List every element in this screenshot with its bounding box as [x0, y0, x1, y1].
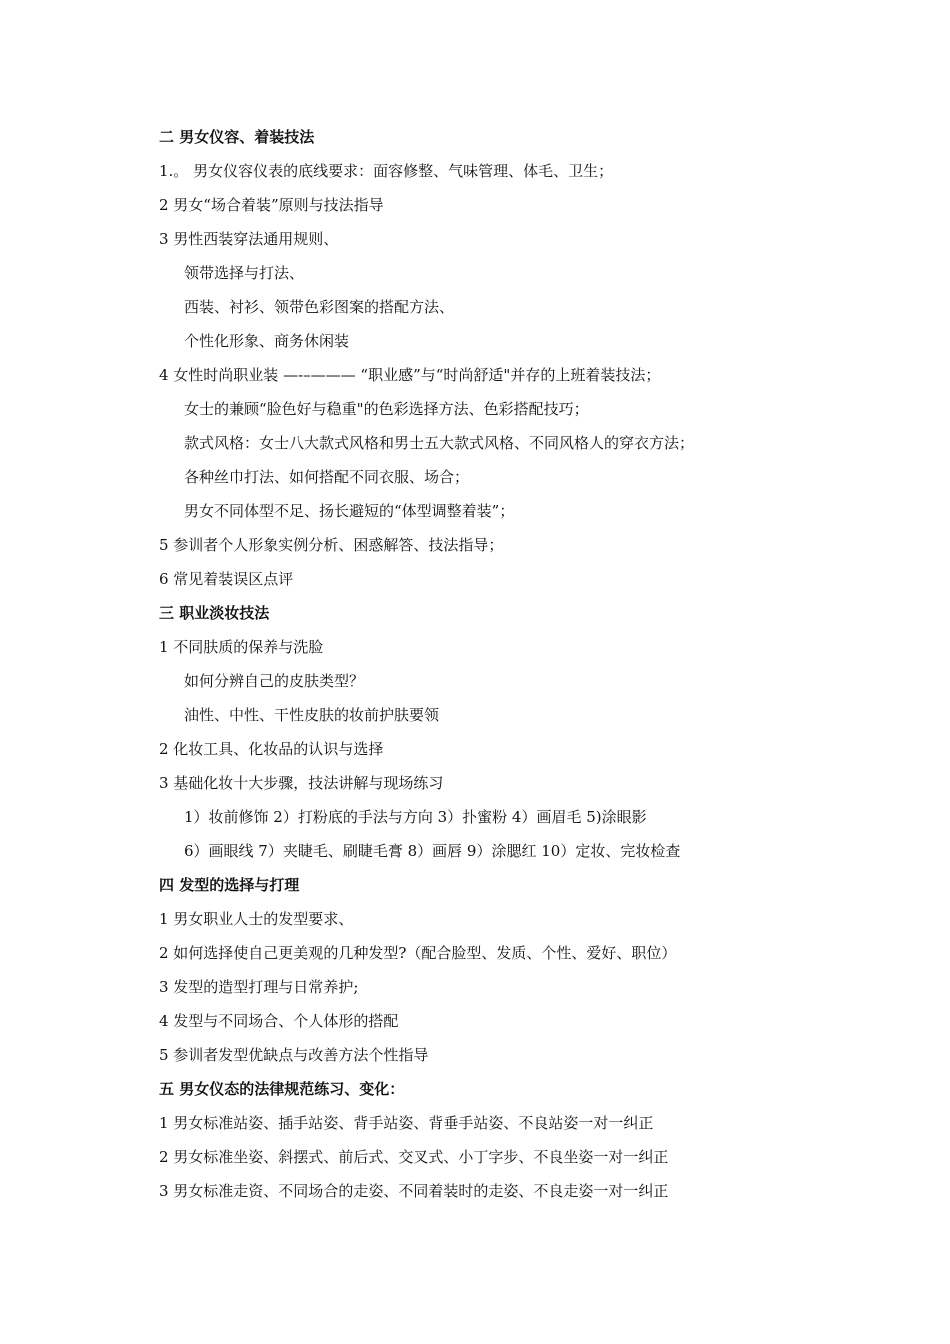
document-body — [159, 125, 819, 1213]
text-line: 1 男女标准站姿、插手站姿、背手站姿、背垂手站姿、不良站姿一对一纠正 — [159, 1114, 654, 1132]
text-line: 4 发型与不同场合、个人体形的搭配 — [159, 1012, 399, 1030]
text-line: 1 男女职业人士的发型要求、 — [159, 910, 354, 928]
section-heading: 四 发型的选择与打理 — [159, 876, 300, 894]
text-line: 西装、衬衫、领带色彩图案的搭配方法、 — [184, 298, 455, 316]
text-line: 4 女性时尚职业装 —-–——— “职业感”与“时尚舒适"并存的上班着装技法； — [159, 366, 661, 384]
text-line: 个性化形象、商务休闲装 — [184, 332, 350, 350]
text-line: 如何分辨自己的皮肤类型？ — [184, 672, 365, 690]
text-line: 领带选择与打法、 — [184, 264, 305, 282]
text-line: 2 如何选择使自己更美观的几种发型?（配合脸型、发质、个性、爱好、职位） — [159, 944, 677, 962]
text-line: 2 化妆工具、化妆品的认识与选择 — [159, 740, 384, 758]
text-line: 3 男女标准走资、不同场合的走姿、不同着装时的走姿、不良走姿一对一纠正 — [159, 1182, 669, 1200]
text-line: 油性、中性、干性皮肤的妆前护肤要领 — [184, 706, 440, 724]
section-heading: 三 职业淡妆技法 — [159, 604, 270, 622]
text-line: 女士的兼顾“脸色好与稳重"的色彩选择方法、色彩搭配技巧； — [184, 400, 589, 418]
text-line: 1.。 男女仪容仪表的底线要求：面容修整、气味管理、体毛、卫生； — [159, 162, 614, 180]
text-line: 3 基础化妆十大步骤，技法讲解与现场练习 — [159, 774, 444, 792]
section-heading: 二 男女仪容、着装技法 — [159, 128, 315, 146]
text-line: 5 参训者发型优缺点与改善方法个性指导 — [159, 1046, 429, 1064]
text-line: 男女不同体型不足、扬长避短的“体型调整着装”； — [184, 502, 515, 520]
text-line: 各种丝巾打法、如何搭配不同衣服、场合； — [184, 468, 470, 486]
text-line: 1 不同肤质的保养与洗脸 — [159, 638, 324, 656]
text-line: 5 参训者个人形象实例分析、困惑解答、技法指导； — [159, 536, 504, 554]
text-line: 2 男女标准坐姿、斜摆式、前后式、交叉式、小丁字步、不良坐姿一对一纠正 — [159, 1148, 669, 1166]
text-line: 款式风格：女士八大款式风格和男士五大款式风格、不同风格人的穿衣方法； — [184, 434, 695, 452]
text-line: 3 发型的造型打理与日常养护; — [159, 978, 359, 996]
text-line: 2 男女“场合着装”原则与技法指导 — [159, 196, 384, 214]
text-line: 1）妆前修饰 2）打粉底的手法与方向 3）扑蜜粉 4）画眉毛 5)涂眼影 — [184, 808, 647, 826]
text-line: 6）画眼线 7）夹睫毛、刷睫毛膏 8）画唇 9）涂腮红 10）定妆、完妆检查 — [184, 842, 681, 860]
text-line: 6 常见着装误区点评 — [159, 570, 294, 588]
section-heading: 五 男女仪态的法律规范练习、变化： — [159, 1080, 405, 1098]
text-line: 3 男性西装穿法通用规则、 — [159, 230, 339, 248]
